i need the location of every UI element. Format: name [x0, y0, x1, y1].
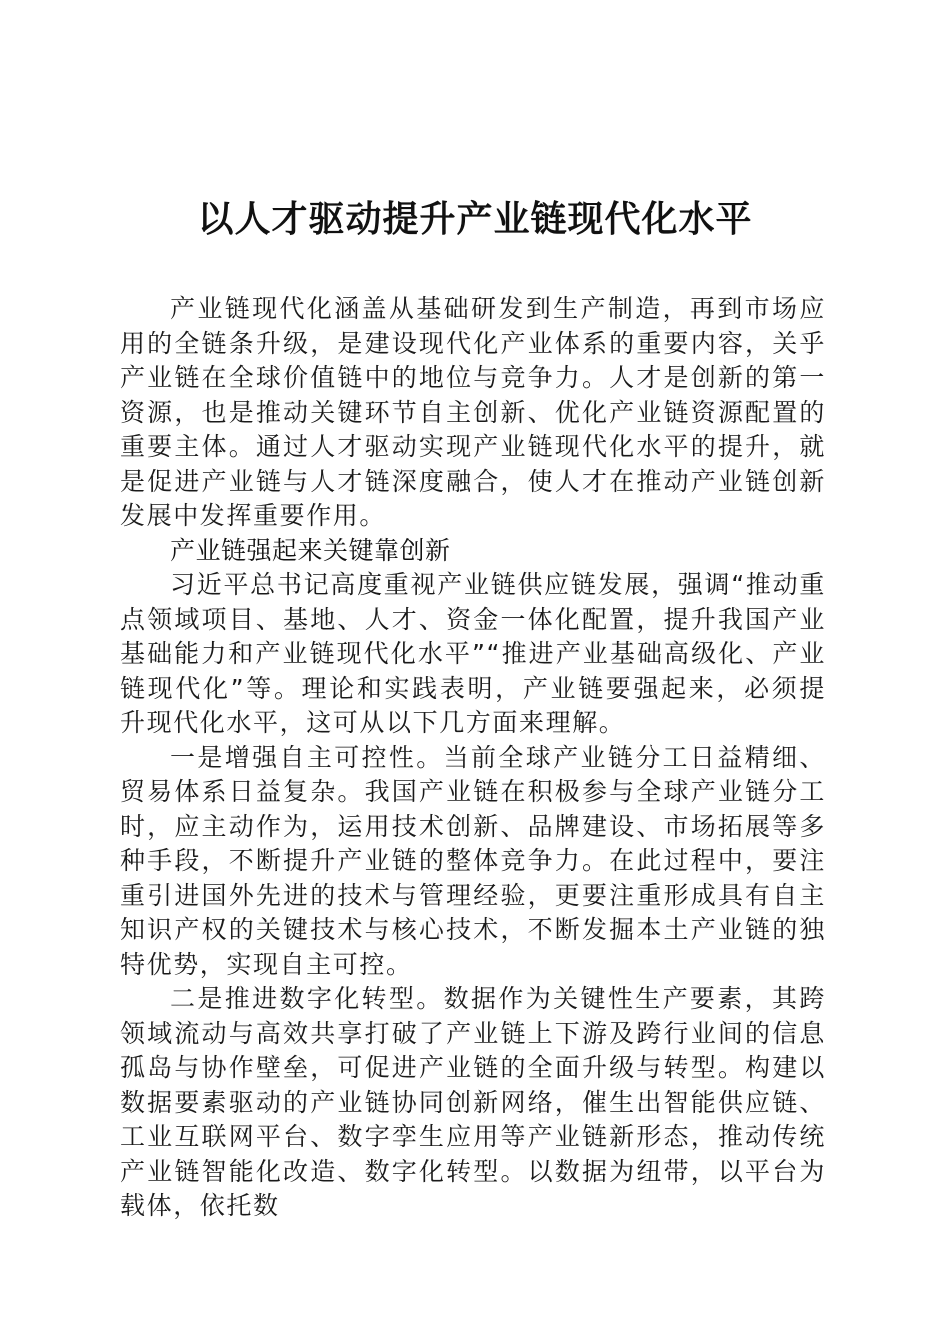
paragraph-point-two: 二是推进数字化转型。数据作为关键性生产要素，其跨领域流动与高效共享打破了产业链上下游及跨行业间的信息孤岛与协作壁垒，可促进产业链的全面升级与转型。构建以数据要素驱动的产业链协同创新网络，催生出智能供应链、工业互联网平台、数字孪生应用等产业链新形态，推动传统产业链智能化改造、数字化转型。以数据为纽带，以平台为载体，依托数 [120, 984, 826, 1220]
section-heading: 产业链强起来关键靠创新 [170, 535, 451, 565]
paragraph-section-intro: 习近平总书记高度重视产业链供应链发展，强调“推动重点领域项目、基地、人才、资金一体化配置，提升我国产业基础能力和产业链现代化水平”“推进产业基础高级化、产业链现代化”等。理论和实践表明，产业链要强起来，必须提升现代化水平，这可从以下几方面来理解。 [120, 570, 826, 737]
paragraph-point-one: 一是增强自主可控性。当前全球产业链分工日益精细、贸易体系日益复杂。我国产业链在积极参与全球产业链分工时，应主动作为，运用技术创新、品牌建设、市场拓展等多种手段，不断提升产业链的整体竞争力。在此过程中，要注重引进国外先进的技术与管理经验，更要注重形成具有自主知识产权的关键技术与核心技术，不断发掘本土产业链的独特优势，实现自主可控。 [120, 742, 826, 979]
paragraph-intro: 产业链现代化涵盖从基础研发到生产制造，再到市场应用的全链条升级，是建设现代化产业体系的重要内容，关乎产业链在全球价值链中的地位与竞争力。人才是创新的第一资源，也是推动关键环节自主创新、优化产业链资源配置的重要主体。通过人才驱动实现产业链现代化水平的提升，就是促进产业链与人才链深度融合，使人才在推动产业链创新发展中发挥重要作用。 [120, 294, 826, 530]
document-title: 以人才驱动提升产业链现代化水平 [197, 198, 753, 240]
document-body [120, 292, 826, 1224]
